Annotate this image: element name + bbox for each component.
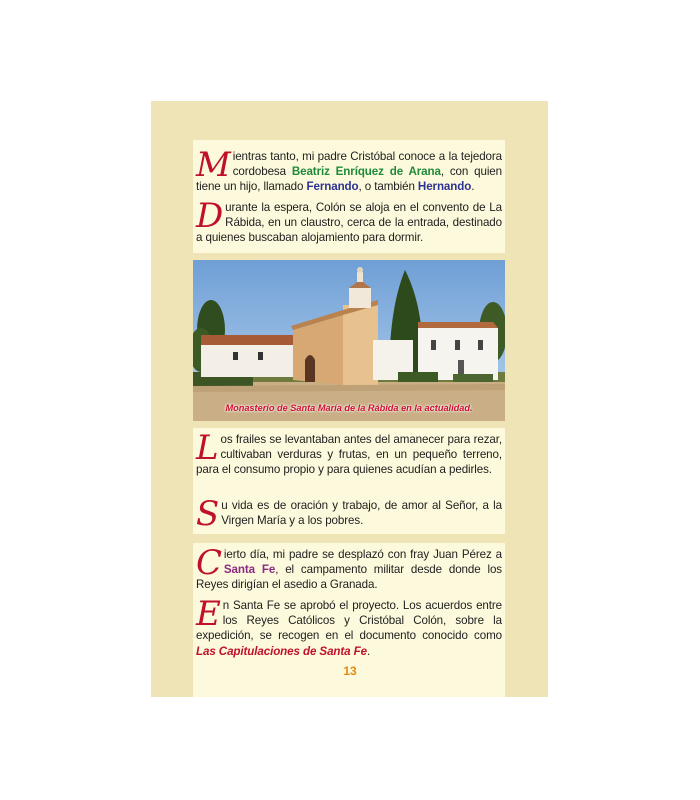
- document-title: Las Capitulaciones de Santa Fe: [196, 644, 367, 658]
- paragraph-vida: Su vida es de oración y trabajo, de amor al Señor, a la Virgen María y a los pobres.: [196, 494, 502, 534]
- drop-cap: C: [196, 543, 222, 583]
- drop-cap: L: [196, 428, 219, 468]
- paragraph-capitulaciones: En Santa Fe se aprobó el proyecto. Los acuerdos entre los Reyes Católicos y Cristóbal Colón, sobre la expedición, se recogen en el documento conocido como Las Capitulaciones de Santa Fe.: [196, 594, 502, 658]
- drop-cap: D: [196, 196, 224, 236]
- name-beatriz: Beatriz Enríquez de Arana: [291, 165, 441, 179]
- paragraph-rabida: Durante la espera, Colón se aloja en el convento de La Rábida, en un claustro, cerca de la entrada, destinado a quienes buscaban alojamiento para dormir.: [196, 196, 502, 245]
- paragraph-frailes: Los frailes se levantaban antes del amanecer para rezar, cultivaban verduras y frutas, en un pequeño terreno, para el consumo propio y para quienes acudían a pedirles.: [196, 428, 502, 477]
- drop-cap: M: [196, 145, 231, 185]
- photo-caption: Monasterio de Santa María de la Rábida en la actualidad.: [225, 403, 473, 413]
- name-fernando: Fernando: [306, 180, 359, 194]
- drop-cap: S: [196, 494, 220, 534]
- paragraph-beatriz: Mientras tanto, mi padre Cristóbal conoce a la tejedora cordobesa Beatriz Enríquez de Arana, con quien tiene un hijo, llamado Fernando, o también Hernando.: [196, 145, 502, 194]
- drop-cap: E: [196, 594, 221, 634]
- name-hernando: Hernando: [417, 180, 472, 194]
- monastery-image: [193, 260, 505, 421]
- page-number: 13: [343, 664, 357, 678]
- place-santa-fe: Santa Fe: [223, 563, 276, 577]
- monastery-photo: [193, 260, 505, 421]
- paragraph-santa-fe: Cierto día, mi padre se desplazó con fray Juan Pérez a Santa Fe, el campamento militar desde donde los Reyes dirigían el asedio a Granada.: [196, 543, 502, 592]
